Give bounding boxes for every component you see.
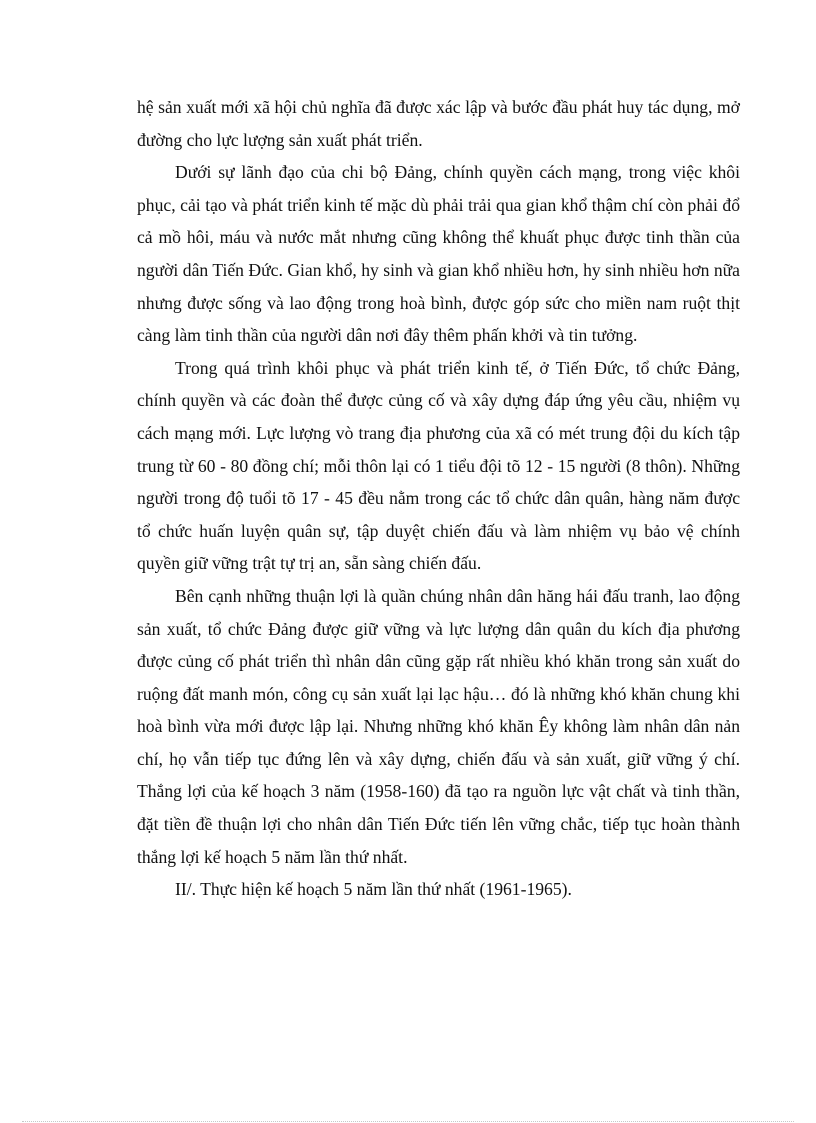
document-page [137, 91, 740, 906]
paragraph-party-leadership: Dưới sự lãnh đạo của chi bộ Đảng, chính quyền cách mạng, trong việc khôi phục, cải tạo và phát triển kinh tế mặc dù phải trải qua gian khổ thậm chí còn phải đổ cả mồ hôi, máu và nước mắt nhưng cũng không thể khuất phục được tinh thần của người dân Tiến Đức. Gian khổ, hy sinh và gian khổ nhiều hơn, hy sinh nhiều hơn nữa nhưng được sống và lao động trong hoà bình, được góp sức cho miền nam ruột thịt càng làm tinh thần của người dân nơi đây thêm phấn khởi và tin tưởng. [137, 162, 740, 346]
paragraph-economic-recovery: Trong quá trình khôi phục và phát triển kinh tế, ở Tiến Đức, tổ chức Đảng, chính quyền và các đoàn thể được củng cố và xây dựng đáp ứng yêu cầu, nhiệm vụ cách mạng mới. Lực lượng vò trang địa phương của xã có mét trung đội du kích tập trung từ 60 - 80 đồng chí; mỗi thôn lại có 1 tiểu đội tõ 12 - 15 người (8 thôn). Những người trong độ tuổi tõ 17 - 45 đều nằm trong các tổ chức dân quân, hàng năm được tổ chức huấn luyện quân sự, tập duyệt chiến đấu và làm nhiệm vụ bảo vệ chính quyền giữ vững trật tự trị an, sẵn sàng chiến đấu. [137, 357, 740, 574]
paragraph-difficulties: Bên cạnh những thuận lợi là quần chúng nhân dân hăng hái đấu tranh, lao động sản xuất, tổ chức Đảng được giữ vững và lực lượng dân quân du kích địa phương được củng cố phát triển thì nhân dân cũng gặp rất nhiều khó khăn trong sản xuất do ruộng đất manh món, công cụ sản xuất lại lạc hậu… đó là những khó khăn chung khi hoà bình vừa mới được lập lại. Nhưng những khó khăn Êy không làm nhân dân nản chí, họ vẫn tiếp tục đứng lên và xây dựng, chiến đấu và sản xuất, giữ vững ý chí. Thắng lợi của kế hoạch 3 năm (1958-160) đã tạo ra nguồn lực vật chất và tinh thần, đặt tiền đề thuận lợi cho nhân dân Tiến Đức tiến lên vững chắc, tiếp tục hoàn thành thắng lợi kế hoạch 5 năm lần thứ nhất. [137, 585, 740, 867]
page-bottom-divider [22, 1121, 794, 1122]
section-heading: II/. Thực hiện kế hoạch 5 năm lần thứ nhất (1961-1965). [175, 879, 572, 900]
paragraph-continued: hệ sản xuất mới xã hội chủ nghĩa đã được xác lập và bước đầu phát huy tác dụng, mở đường cho lực lượng sản xuất phát triển. [137, 97, 740, 150]
